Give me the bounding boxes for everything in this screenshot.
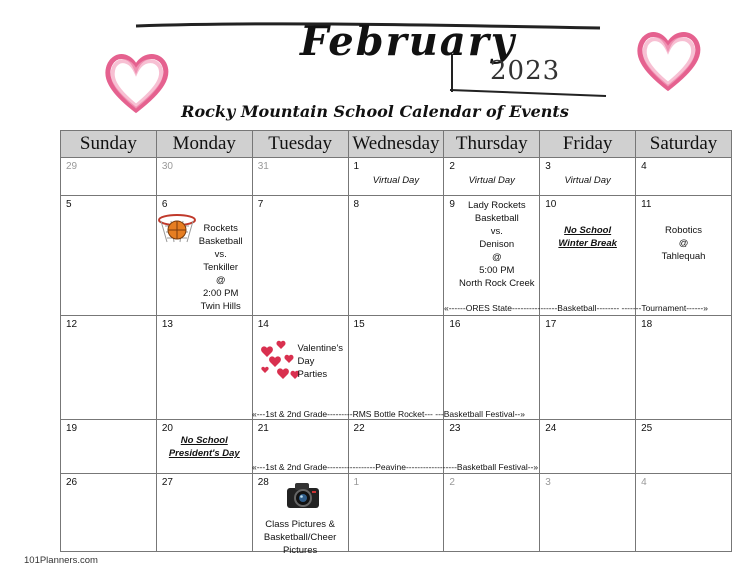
day-number: 3: [545, 477, 551, 488]
day-number: 26: [66, 477, 78, 488]
day-number: 22: [353, 423, 365, 434]
weekday-saturday: Saturday: [636, 131, 732, 158]
day-cell-sunday: [61, 474, 157, 552]
weekday-header-row: [61, 131, 732, 158]
week-row: [61, 474, 732, 552]
event-span-banner: «------ORES State----------------Basketball-------- -------Tournament------»: [444, 303, 708, 313]
day-cell-tuesday: [252, 474, 348, 556]
week-row: [61, 196, 732, 316]
day-number: 31: [257, 161, 269, 172]
day-number: 23: [449, 423, 461, 434]
day-cell-wednesday: [348, 158, 444, 196]
event-text: Virtual Day: [372, 175, 420, 186]
weekday-sunday: Sunday: [61, 131, 157, 158]
day-cell-sunday: [61, 196, 157, 316]
calendar-subtitle: Rocky Mountain School Calendar of Events: [181, 102, 569, 121]
day-cell-tuesday: [252, 196, 348, 316]
weekday-friday: Friday: [540, 131, 636, 158]
event-text: Virtual Day: [468, 175, 515, 186]
day-number: 4: [641, 161, 647, 172]
day-cell-wednesday: [348, 474, 444, 552]
day-cell-saturday: [636, 158, 732, 196]
day-number: 19: [66, 423, 78, 434]
day-cell-thursday: [444, 474, 540, 552]
day-cell-sunday: [61, 316, 157, 420]
day-number: 2: [449, 161, 455, 172]
day-cell-sunday: [61, 420, 157, 474]
day-number: 4: [641, 477, 647, 488]
event-text: No School Winter Break: [558, 225, 617, 249]
day-cell-monday: [156, 316, 252, 420]
weekday-wednesday: Wednesday: [348, 131, 444, 158]
day-number: 14: [257, 319, 269, 330]
day-cell-wednesday: [348, 196, 444, 316]
weekday-monday: Monday: [156, 131, 252, 158]
event-text: Virtual Day: [564, 175, 611, 186]
event-text: No School President's Day: [168, 435, 240, 459]
day-number: 15: [353, 319, 365, 330]
day-number: 9: [449, 199, 455, 210]
day-number: 24: [545, 423, 557, 434]
day-number: 21: [257, 423, 269, 434]
day-cell-saturday: [636, 420, 732, 474]
day-cell-saturday: [636, 474, 732, 552]
day-cell-monday: [156, 420, 252, 474]
day-cell-friday: [540, 196, 636, 316]
day-number: 12: [66, 319, 78, 330]
day-number: 28: [257, 477, 269, 488]
day-cell-monday: [156, 196, 252, 316]
day-number: 3: [545, 161, 551, 172]
day-number: 1: [353, 477, 360, 488]
event-text: Class Pictures & Basketball/Cheer Pictures: [263, 519, 337, 556]
weekday-tuesday: Tuesday: [252, 131, 348, 158]
day-number: 7: [257, 199, 264, 210]
day-cell-friday: [540, 316, 636, 420]
day-cell-friday: [540, 158, 636, 196]
day-cell-sunday: [61, 158, 157, 196]
day-cell-tuesday: [252, 316, 348, 420]
day-number: 25: [641, 423, 653, 434]
month-title: February: [300, 18, 517, 65]
day-number: 20: [161, 423, 173, 434]
day-cell-thursday: [444, 158, 540, 196]
day-number: 6: [161, 199, 168, 210]
event-span-banner: «---1st & 2nd Grade---------RMS Bottle Rocket--- ---Basketball Festival--»: [252, 409, 525, 419]
hearts-icon: [257, 338, 303, 391]
day-number: 30: [161, 161, 173, 172]
footer-credit: 101Planners.com: [24, 555, 98, 566]
event-text: Robotics @ Tahlequah: [661, 225, 706, 262]
day-cell-saturday: [636, 316, 732, 420]
heart-right-icon: [632, 28, 704, 94]
day-cell-thursday: [444, 196, 540, 316]
day-number: 18: [641, 319, 653, 330]
day-cell-monday: [156, 474, 252, 552]
week-row: [61, 158, 732, 196]
day-number: 27: [161, 477, 173, 488]
day-cell-saturday: [636, 196, 732, 316]
day-cell-tuesday: [252, 158, 348, 196]
day-number: 5: [66, 199, 72, 210]
day-number: 13: [161, 319, 173, 330]
day-number: 17: [545, 319, 557, 330]
year-title: 2023: [490, 56, 561, 86]
day-cell-wednesday: [348, 316, 444, 420]
day-number: 10: [545, 199, 557, 210]
day-number: 2: [449, 477, 455, 488]
day-number: 16: [449, 319, 461, 330]
camera-icon: [285, 480, 321, 515]
event-span-banner: «---1st & 2nd Grade-----------------Peavine------------------Basketball Festival--»: [252, 462, 539, 472]
event-text: Lady Rockets Basketball vs. Denison @ 5:00 PM North Rock Creek: [459, 200, 535, 289]
event-text: Valentine's Day Parties: [297, 343, 344, 380]
day-cell-friday: [540, 420, 636, 474]
day-number: 1: [353, 161, 360, 172]
day-number: 8: [353, 199, 360, 210]
day-number: 11: [641, 199, 652, 210]
week-row: [61, 316, 732, 420]
day-cell-monday: [156, 158, 252, 196]
day-cell-friday: [540, 474, 636, 552]
weekday-thursday: Thursday: [444, 131, 540, 158]
day-cell-thursday: [444, 316, 540, 420]
calendar-grid: [60, 130, 732, 556]
event-text: Rockets Basketball vs. Tenkiller @ 2:00 PM Twin Hills: [198, 223, 243, 312]
day-number: 29: [66, 161, 78, 172]
